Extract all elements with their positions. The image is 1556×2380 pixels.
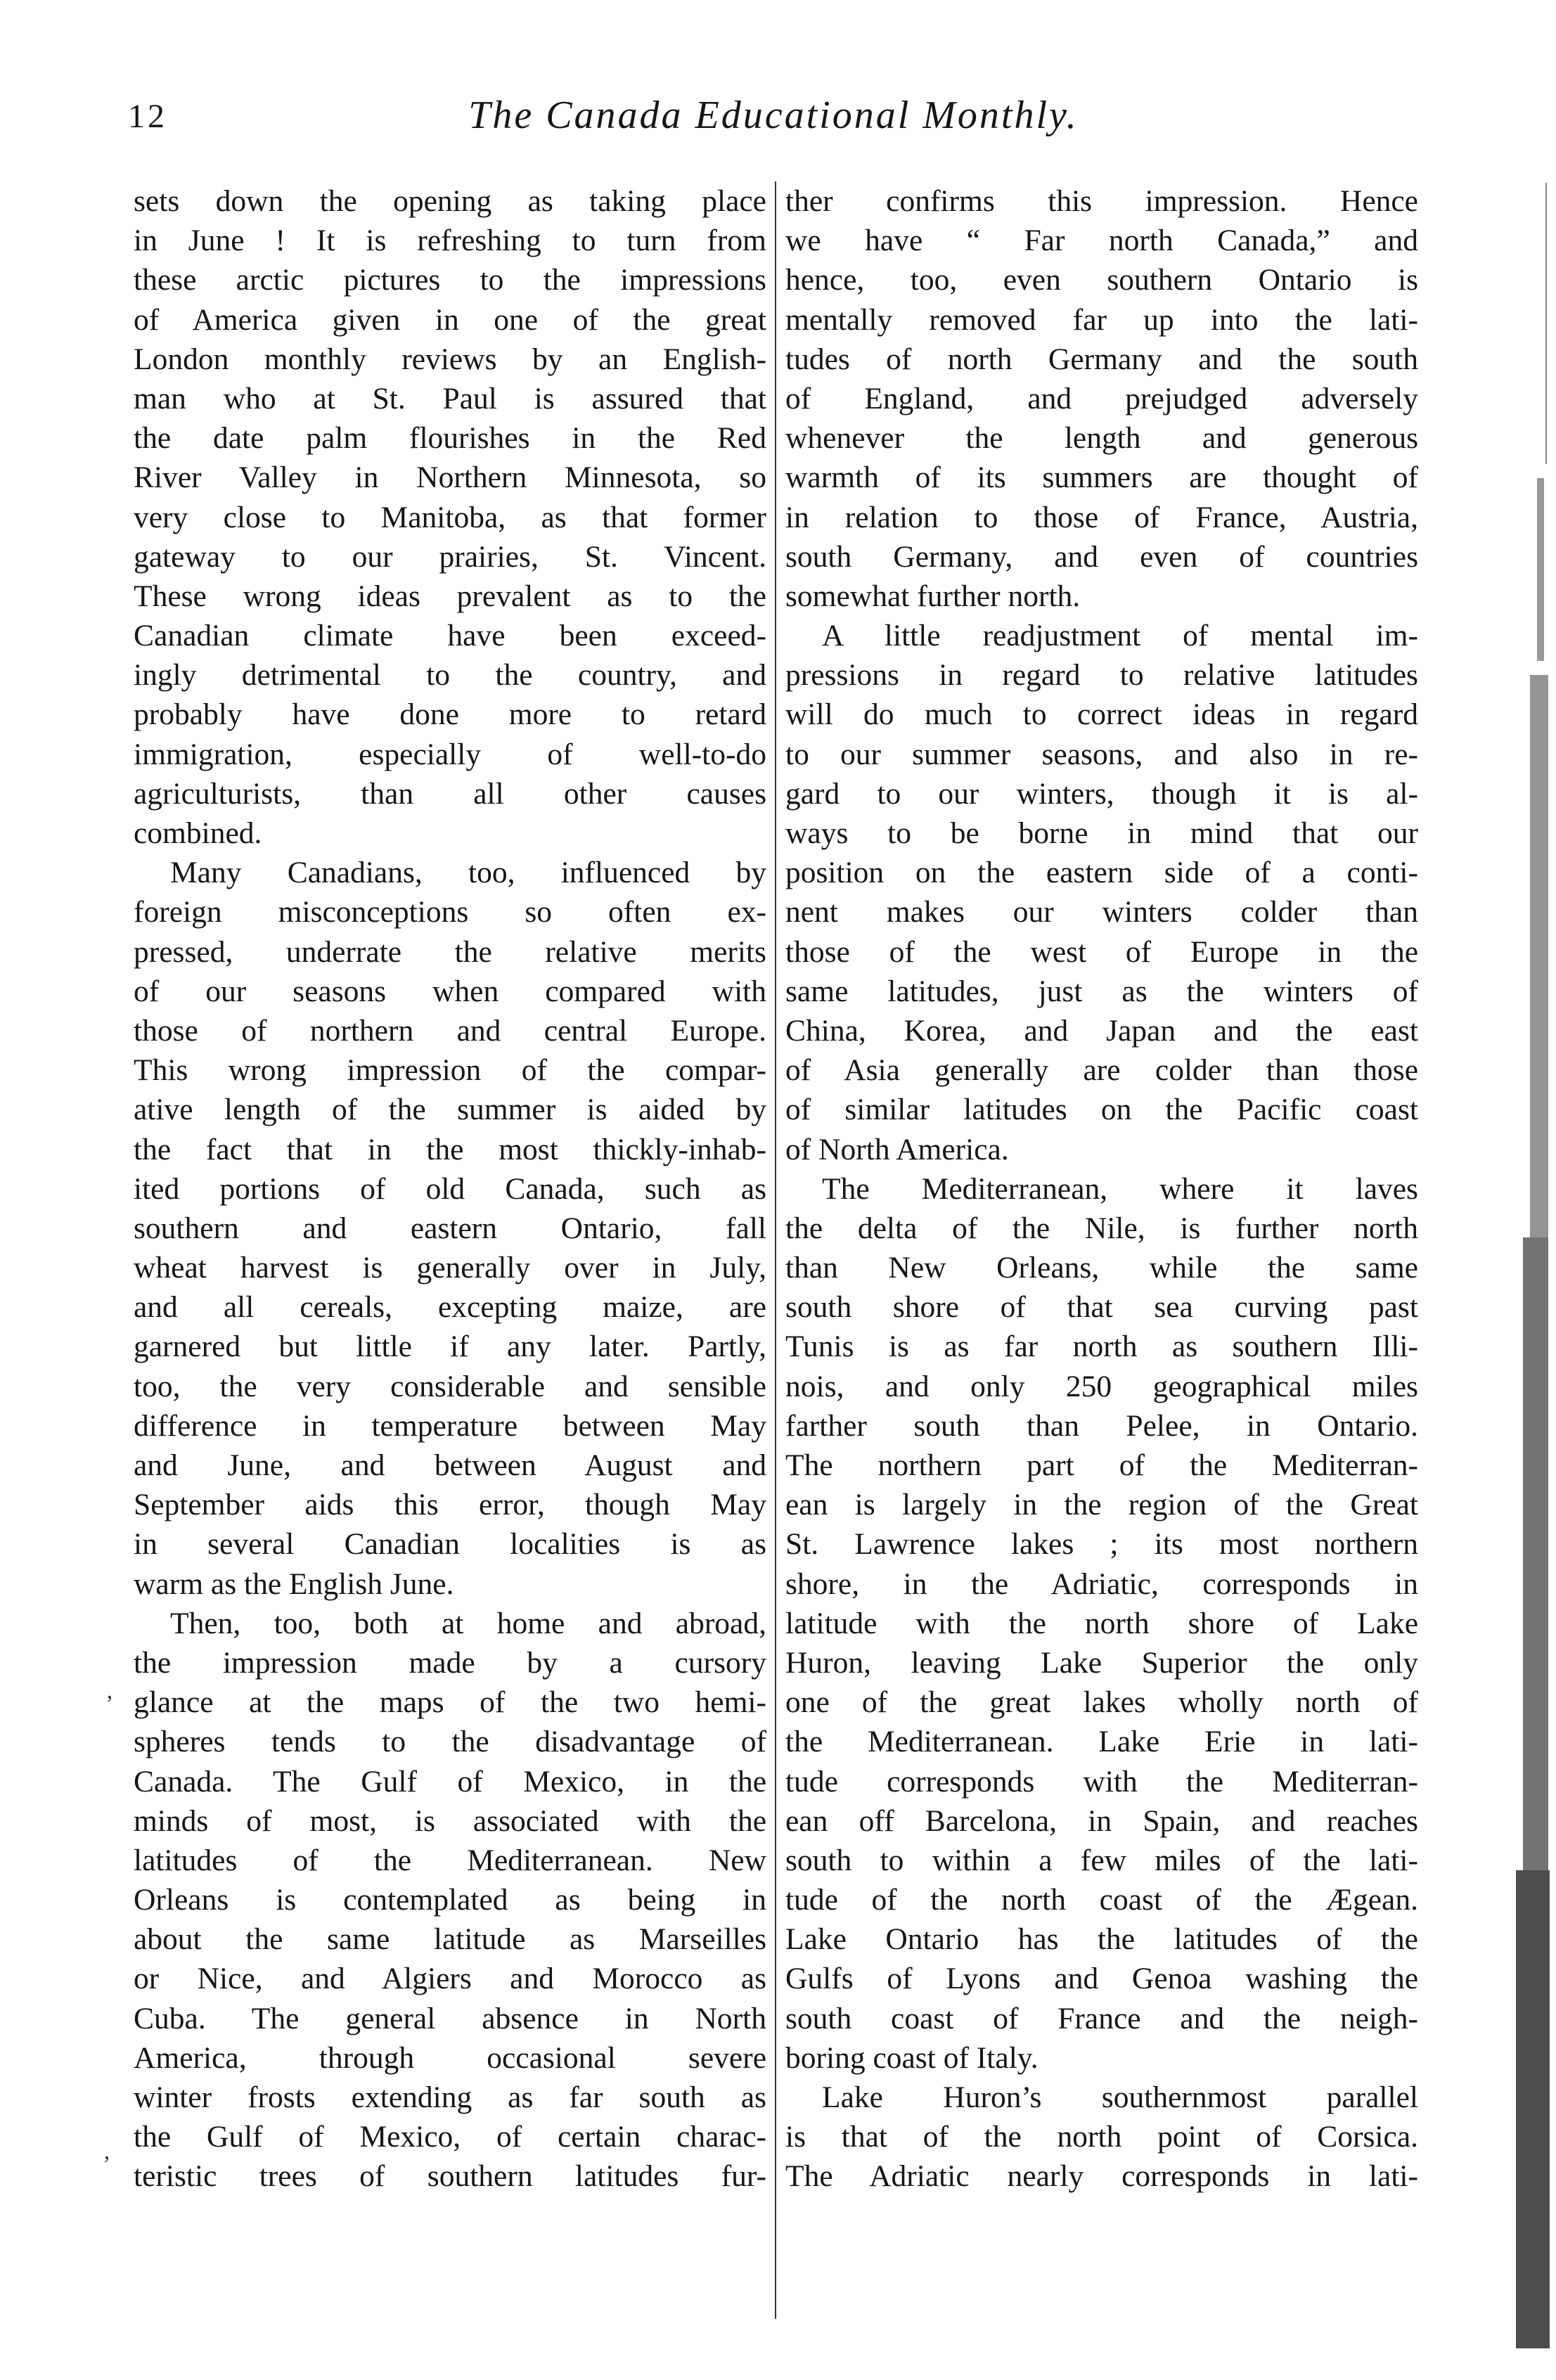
text-line: pressions in regard to relative latitudes xyxy=(785,658,1418,693)
text-line: Canada. The Gulf of Mexico, in the xyxy=(134,1764,766,1799)
text-line: of Asia generally are colder than those xyxy=(785,1053,1418,1088)
text-line: of similar latitudes on the Pacific coast xyxy=(785,1093,1418,1127)
text-line: immigration, especially of well-to-do xyxy=(134,737,766,771)
text-line: wheat harvest is generally over in July, xyxy=(134,1251,766,1285)
text-line: Canadian climate have been exceed- xyxy=(134,619,766,653)
text-line: the Gulf of Mexico, of certain charac- xyxy=(134,2120,766,2154)
text-line: man who at St. Paul is assured that xyxy=(134,381,766,416)
page-number: 12 xyxy=(128,98,167,135)
text-line: somewhat further north. xyxy=(785,579,1081,613)
text-line: ative length of the summer is aided by xyxy=(134,1093,766,1127)
text-line: hence, too, even southern Ontario is xyxy=(785,263,1418,297)
right-text-column xyxy=(785,181,1418,2196)
text-line: warmth of its summers are thought of xyxy=(785,461,1418,495)
text-line: This wrong impression of the compar- xyxy=(134,1053,766,1088)
text-line: tude corresponds with the Mediterran- xyxy=(785,1764,1418,1799)
text-line: minds of most, is associated with the xyxy=(134,1803,766,1838)
text-line: The Adriatic nearly corresponds in lati- xyxy=(785,2159,1418,2194)
text-line: Lake Ontario has the latitudes of the xyxy=(785,1922,1418,1957)
text-line: southern and eastern Ontario, fall xyxy=(134,1211,766,1245)
text-line: spheres tends to the disadvantage of xyxy=(134,1725,766,1759)
text-line: and all cereals, excepting maize, are xyxy=(134,1290,766,1325)
text-line: winter frosts extending as far south as xyxy=(134,2080,766,2114)
text-line: those of the west of Europe in the xyxy=(785,934,1418,969)
text-line: London monthly reviews by an English- xyxy=(134,342,766,376)
text-line: Many Canadians, too, influenced by xyxy=(170,856,766,890)
text-line: we have “ Far north Canada,” and xyxy=(785,224,1418,258)
text-line: China, Korea, and Japan and the east xyxy=(785,1013,1418,1048)
text-line: of England, and prejudged adversely xyxy=(785,381,1418,416)
text-line: Lake Huron’s southernmost parallel xyxy=(822,2080,1418,2114)
text-line: nent makes our winters colder than xyxy=(785,895,1418,930)
text-line: warm as the English June. xyxy=(134,1567,454,1601)
text-line: in relation to those of France, Austria, xyxy=(785,500,1418,534)
text-line: latitude with the north shore of Lake xyxy=(785,1606,1418,1640)
text-line: A little readjustment of mental im- xyxy=(822,619,1418,653)
text-line: foreign misconceptions so often ex- xyxy=(134,895,766,930)
text-line: and June, and between August and xyxy=(134,1448,766,1482)
running-header xyxy=(112,84,1434,148)
text-line: these arctic pictures to the impressions xyxy=(134,263,766,297)
text-line: Cuba. The general absence in North xyxy=(134,2001,766,2035)
text-line: America, through occasional severe xyxy=(134,2040,766,2075)
text-line: those of northern and central Europe. xyxy=(134,1013,766,1048)
text-line: mentally removed far up into the lati- xyxy=(785,302,1418,337)
text-line: pressed, underrate the relative merits xyxy=(134,934,766,969)
text-line: or Nice, and Algiers and Morocco as xyxy=(134,1962,766,1996)
text-line: boring coast of Italy. xyxy=(785,2040,1039,2075)
text-line: Gulfs of Lyons and Genoa washing the xyxy=(785,1962,1418,1996)
text-line: to our summer seasons, and also in re- xyxy=(785,737,1418,771)
text-line: the impression made by a cursory xyxy=(134,1645,766,1680)
text-line: Huron, leaving Lake Superior the only xyxy=(785,1645,1418,1680)
text-line: position on the eastern side of a conti- xyxy=(785,856,1418,890)
text-line: gateway to our prairies, St. Vincent. xyxy=(134,539,766,574)
text-line: garnered but little if any later. Partly, xyxy=(134,1330,766,1364)
text-line: in June ! It is refreshing to turn from xyxy=(134,224,766,258)
text-line: St. Lawrence lakes ; its most northern xyxy=(785,1527,1418,1562)
text-line: agriculturists, than all other causes xyxy=(134,776,766,811)
text-line: south coast of France and the neigh- xyxy=(785,2001,1418,2035)
text-line: combined. xyxy=(134,816,262,850)
text-line: glance at the maps of the two hemi- xyxy=(134,1685,766,1720)
text-line: ean off Barcelona, in Spain, and reaches xyxy=(785,1803,1418,1838)
running-title: The Canada Educational Monthly. xyxy=(468,94,1079,137)
text-line: of our seasons when compared with xyxy=(134,974,766,1008)
text-line: ited portions of old Canada, such as xyxy=(134,1171,766,1206)
text-line: farther south than Pelee, in Ontario. xyxy=(785,1408,1418,1443)
text-line: south shore of that sea curving past xyxy=(785,1290,1418,1325)
text-line: same latitudes, just as the winters of xyxy=(785,974,1418,1008)
text-line: south Germany, and even of countries xyxy=(785,539,1418,574)
text-line: one of the great lakes wholly north of xyxy=(785,1685,1418,1720)
text-line: Then, too, both at home and abroad, xyxy=(170,1606,766,1640)
text-line: than New Orleans, while the same xyxy=(785,1251,1418,1285)
text-line: These wrong ideas prevalent as to the xyxy=(134,579,766,613)
text-line: the fact that in the most thickly-inhab- xyxy=(134,1132,766,1166)
margin-mark: ’ xyxy=(105,1691,114,1717)
text-line: teristic trees of southern latitudes fur- xyxy=(134,2159,766,2194)
text-line: tudes of north Germany and the south xyxy=(785,342,1418,376)
margin-mark: ’ xyxy=(103,2151,111,2178)
text-line: latitudes of the Mediterranean. New xyxy=(134,1843,766,1877)
text-line: shore, in the Adriatic, corresponds in xyxy=(785,1567,1418,1601)
text-line: will do much to correct ideas in regard xyxy=(785,697,1418,732)
text-line: very close to Manitoba, as that former xyxy=(134,500,766,534)
text-line: the date palm flourishes in the Red xyxy=(134,421,766,456)
text-line: too, the very considerable and sensible xyxy=(134,1369,766,1403)
text-line: the delta of the Nile, is further north xyxy=(785,1211,1418,1245)
text-line: in several Canadian localities is as xyxy=(134,1527,766,1562)
text-line: sets down the opening as taking place xyxy=(134,184,766,218)
text-line: the Mediterranean. Lake Erie in lati- xyxy=(785,1725,1418,1759)
text-line: ingly detrimental to the country, and xyxy=(134,658,766,693)
text-line: gard to our winters, though it is al- xyxy=(785,776,1418,811)
text-line: difference in temperature between May xyxy=(134,1408,766,1443)
text-line: tude of the north coast of the Ægean. xyxy=(785,1883,1418,1917)
text-line: The northern part of the Mediterran- xyxy=(785,1448,1418,1482)
text-line: Tunis is as far north as southern Illi- xyxy=(785,1330,1418,1364)
text-line: ean is largely in the region of the Great xyxy=(785,1488,1418,1522)
text-line: Orleans is contemplated as being in xyxy=(134,1883,766,1917)
text-line: probably have done more to retard xyxy=(134,697,766,732)
text-line: of North America. xyxy=(785,1132,1009,1166)
text-line: of America given in one of the great xyxy=(134,302,766,337)
text-line: nois, and only 250 geographical miles xyxy=(785,1369,1418,1403)
text-line: ways to be borne in mind that our xyxy=(785,816,1418,850)
text-line: is that of the north point of Corsica. xyxy=(785,2120,1418,2154)
text-line: whenever the length and generous xyxy=(785,421,1418,456)
text-line: about the same latitude as Marseilles xyxy=(134,1922,766,1957)
text-line: The Mediterranean, where it laves xyxy=(822,1171,1418,1206)
text-line: River Valley in Northern Minnesota, so xyxy=(134,461,766,495)
text-line: south to within a few miles of the lati- xyxy=(785,1843,1418,1877)
left-text-column xyxy=(134,181,766,2196)
scan-edge-noise xyxy=(1510,183,1551,2348)
text-line: September aids this error, though May xyxy=(134,1488,766,1522)
text-line: ther confirms this impression. Hence xyxy=(785,184,1418,218)
column-divider xyxy=(775,181,776,2319)
